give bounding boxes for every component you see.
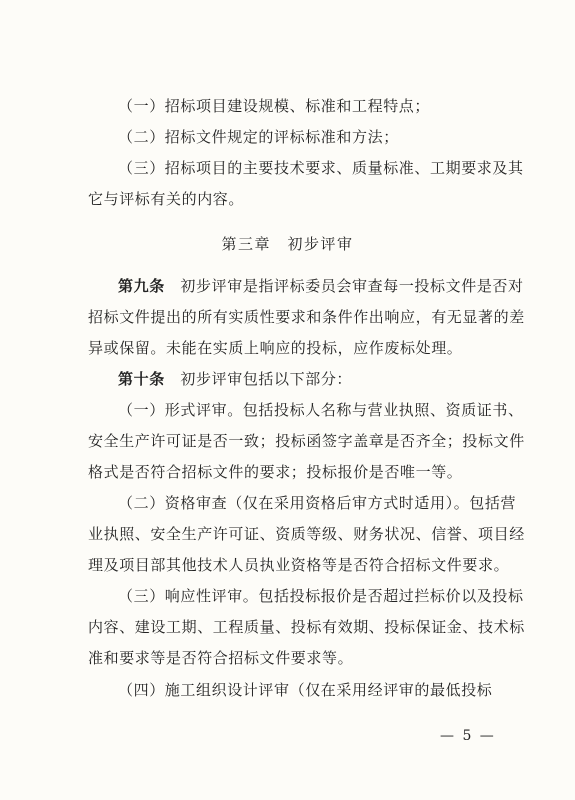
responsiveness-review-line-1: （三）响应性评审。包括投标报价是否超过拦标价以及投标 <box>118 587 524 605</box>
qualification-review-line-1: （二）资格审查（仅在采用资格后审方式时适用）。包括营 <box>118 494 517 512</box>
article-9-label: 第九条 <box>118 277 165 295</box>
article-10-first-line <box>118 369 352 389</box>
item-technical-requirements-cont: 它与评标有关的内容。 <box>88 190 245 208</box>
article-9-text: 初步评审是指评标委员会审查每一投标文件是否对 <box>164 277 524 295</box>
construction-design-review-line-1: （四）施工组织设计评审（仅在采用经评审的最低投标 <box>118 681 493 699</box>
article-9-line-2: 招标文件提出的所有实质性要求和条件作出响应，有无显著的差 <box>88 308 525 326</box>
article-9-line-3: 异或保留。未能在实质上响应的投标，应作废标处理。 <box>88 339 463 357</box>
item-technical-requirements: （三）招标项目的主要技术要求、质量标准、工期要求及其 <box>118 159 524 177</box>
qualification-review-line-2: 业执照、安全生产许可证、资质等级、财务状况、信誉、项目经 <box>88 525 525 543</box>
responsiveness-review-line-2: 内容、建设工期、工程质量、投标有效期、投标保证金、技术标 <box>88 618 525 636</box>
page-number: — 5 — <box>440 728 496 744</box>
article-10-text: 初步评审包括以下部分： <box>164 370 353 388</box>
item-scale-standards: （一）招标项目建设规模、标准和工程特点； <box>118 97 431 115</box>
article-10-label: 第十条 <box>118 370 165 388</box>
article-9-first-line <box>118 276 524 296</box>
item-evaluation-method: （二）招标文件规定的评标标准和方法； <box>118 128 399 146</box>
chapter-title: 第三章 初步评审 <box>221 235 354 253</box>
formal-review-line-3: 格式是否符合招标文件的要求；投标报价是否唯一等。 <box>88 463 463 481</box>
qualification-review-line-3: 理及项目部其他技术人员执业资格等是否符合招标文件要求。 <box>88 556 510 574</box>
responsiveness-review-line-3: 准和要求等是否符合招标文件要求等。 <box>88 649 354 667</box>
formal-review-line-2: 安全生产许可证是否一致；投标函签字盖章是否齐全；投标文件 <box>88 432 525 450</box>
formal-review-line-1: （一）形式评审。包括投标人名称与营业执照、资质证书、 <box>118 401 524 419</box>
